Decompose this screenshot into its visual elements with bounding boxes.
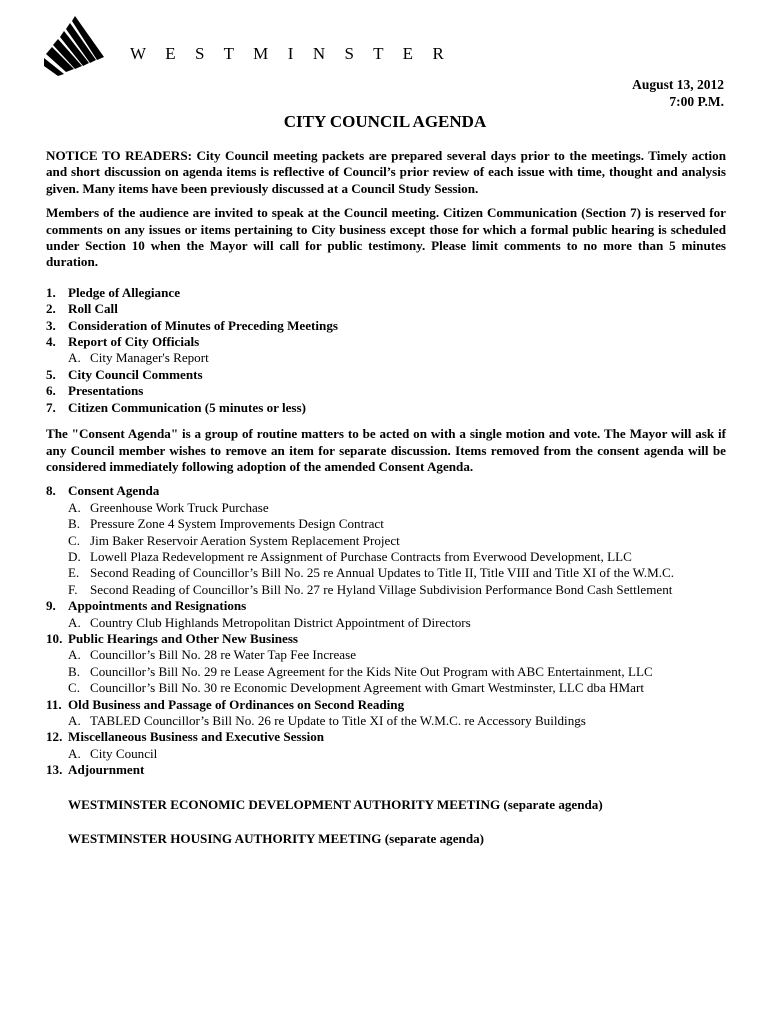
agenda-subitem — [46, 746, 726, 762]
agenda-subitem-letter: A. — [68, 350, 81, 366]
agenda-item-label: Report of City Officials — [68, 334, 200, 350]
agenda-body — [46, 148, 726, 847]
agenda-subitem-letter: B. — [68, 663, 81, 679]
agenda-subitem — [46, 713, 726, 729]
agenda-item-number: 4. — [46, 334, 56, 350]
agenda-item-number: 7. — [46, 399, 56, 415]
page-title: CITY COUNCIL AGENDA — [283, 112, 487, 131]
agenda-subitem-letter: A. — [68, 614, 81, 630]
agenda-item-number: 9. — [46, 598, 56, 614]
agenda-item — [46, 334, 726, 367]
agenda-subitem-text: Country Club Highlands Metropolitan District Appointment of Directors — [90, 614, 471, 630]
agenda-item-number: 12. — [46, 729, 63, 745]
agenda-item-number: 8. — [46, 483, 56, 499]
agenda-item — [46, 483, 726, 598]
agenda-subitem-text: Councillor’s Bill No. 30 re Economic Development Agreement with Gmart Westminster, LLC dba HMart — [90, 680, 644, 696]
agenda-subitem — [46, 533, 726, 549]
agenda-subitem-text: Second Reading of Councillor’s Bill No. 25 re Annual Updates to Title II, Title VIII and Title XI of the W.M.C. — [90, 565, 674, 581]
agenda-subitem-letter: A. — [68, 647, 81, 663]
agenda-subitem — [46, 647, 726, 663]
agenda-item-number: 11. — [46, 696, 62, 712]
agenda-item-label: Miscellaneous Business and Executive Session — [68, 729, 325, 745]
consent-paragraph: The "Consent Agenda" is a group of routine matters to be acted on with a single motion and vote. The Mayor will ask if any Council member wishes to remove an item for separate discussion. Items removed from the consent agenda will be considered immediately following adoption of the amended Consent Agenda. — [46, 426, 726, 474]
org-wordmark: W E S T M I N S T E R — [130, 44, 452, 63]
agenda-item-label: Old Business and Passage of Ordinances on Second Reading — [68, 696, 405, 712]
meeting-time: 7:00 P.M. — [669, 94, 724, 109]
agenda-subitem-text: Jim Baker Reservoir Aeration System Replacement Project — [90, 532, 400, 548]
agenda-subitem — [46, 615, 726, 631]
agenda-item-label: Public Hearings and Other New Business — [68, 630, 299, 646]
agenda-subitem — [46, 516, 726, 532]
agenda-item-label: Citizen Communication (5 minutes or less) — [68, 399, 306, 415]
agenda-item — [46, 383, 726, 399]
agenda-item — [46, 285, 726, 301]
agenda-item — [46, 318, 726, 334]
agenda-subitem — [46, 549, 726, 565]
agenda-item-label: Adjournment — [68, 762, 145, 778]
agenda-subitem — [46, 582, 726, 598]
agenda-item — [46, 598, 726, 631]
agenda-item-number: 13. — [46, 762, 63, 778]
agenda-item — [46, 762, 726, 778]
agenda-subitem-text: Councillor’s Bill No. 28 re Water Tap Fee Increase — [90, 647, 357, 663]
members-paragraph: Members of the audience are invited to speak at the Council meeting. Citizen Communication (Section 7) is reserved for comments on any issues or items pertaining to City business except those for which a formal public hearing is scheduled under Section 10 when the Mayor will call for public testimony. Please limit comments to no more than 5 minutes duration. — [46, 205, 726, 270]
agenda-item — [46, 631, 726, 697]
agenda-item-label: City Council Comments — [68, 366, 203, 382]
agenda-list-part1 — [46, 285, 726, 416]
agenda-item-label: Consideration of Minutes of Preceding Meetings — [68, 317, 338, 333]
agenda-subitem-letter: E. — [68, 565, 80, 581]
agenda-item — [46, 697, 726, 730]
agenda-subitem-letter: C. — [68, 680, 81, 696]
agenda-item — [46, 367, 726, 383]
agenda-subitem-letter: F. — [68, 581, 78, 597]
agenda-item-number: 6. — [46, 383, 56, 399]
agenda-subitem — [46, 680, 726, 696]
agenda-item — [46, 400, 726, 416]
agenda-item-number: 1. — [46, 284, 56, 300]
agenda-subitem — [46, 500, 726, 516]
agenda-subitem — [46, 350, 726, 366]
meeting-date: August 13, 2012 — [632, 77, 724, 92]
agenda-item-label: Roll Call — [68, 301, 118, 317]
agenda-subitem-text: City Council — [90, 745, 158, 761]
agenda-subitem-text: City Manager's Report — [90, 350, 209, 366]
separate-meeting-housing: WESTMINSTER HOUSING AUTHORITY MEETING (separate agenda) — [68, 831, 485, 847]
agenda-item-number: 2. — [46, 301, 56, 317]
notice-paragraph: NOTICE TO READERS: City Council meeting packets are prepared several days prior to the meetings. Timely action and short discussion on agenda items is reflective of Council’s prior review of each issue with time, thought and analysis given. Many items have been previously discussed at a Council Study Session. — [46, 148, 726, 196]
agenda-subitem-letter: B. — [68, 516, 81, 532]
separate-meeting-edaa: WESTMINSTER ECONOMIC DEVELOPMENT AUTHORITY MEETING (separate agenda) — [68, 796, 603, 812]
agenda-subitem-text: Pressure Zone 4 System Improvements Design Contract — [90, 516, 384, 532]
agenda-subitem — [46, 565, 726, 581]
westminster-logo — [44, 14, 112, 76]
agenda-subitem-text: Lowell Plaza Redevelopment re Assignment of Purchase Contracts from Everwood Development, LLC — [90, 548, 632, 564]
agenda-subitem-letter: C. — [68, 532, 81, 548]
agenda-item-label: Appointments and Resignations — [68, 598, 247, 614]
agenda-subitem-letter: A. — [68, 499, 81, 515]
agenda-subitem — [46, 664, 726, 680]
agenda-subitem-text: Greenhouse Work Truck Purchase — [90, 499, 269, 515]
agenda-subitem-letter: A. — [68, 745, 81, 761]
agenda-subitem-text: Second Reading of Councillor’s Bill No. 27 re Hyland Village Subdivision Performance Bond Cash Settlement — [90, 581, 673, 597]
agenda-subitem-text: Councillor’s Bill No. 29 re Lease Agreement for the Kids Nite Out Program with ABC Entertainment, LLC — [90, 663, 653, 679]
agenda-item-number: 10. — [46, 630, 63, 646]
agenda-item-number: 5. — [46, 366, 56, 382]
agenda-subitem-text: TABLED Councillor’s Bill No. 26 re Update to Title XI of the W.M.C. re Accessory Buildings — [90, 713, 586, 728]
agenda-item-number: 3. — [46, 317, 56, 333]
meeting-datetime — [632, 76, 724, 110]
agenda-item-label: Pledge of Allegiance — [68, 284, 180, 300]
agenda-subitem-letter: A. — [68, 713, 81, 728]
agenda-item — [46, 301, 726, 317]
agenda-list-part2 — [46, 483, 726, 778]
agenda-item-label: Consent Agenda — [68, 483, 160, 499]
agenda-item — [46, 729, 726, 762]
agenda-item-label: Presentations — [68, 383, 144, 399]
agenda-subitem-letter: D. — [68, 548, 81, 564]
